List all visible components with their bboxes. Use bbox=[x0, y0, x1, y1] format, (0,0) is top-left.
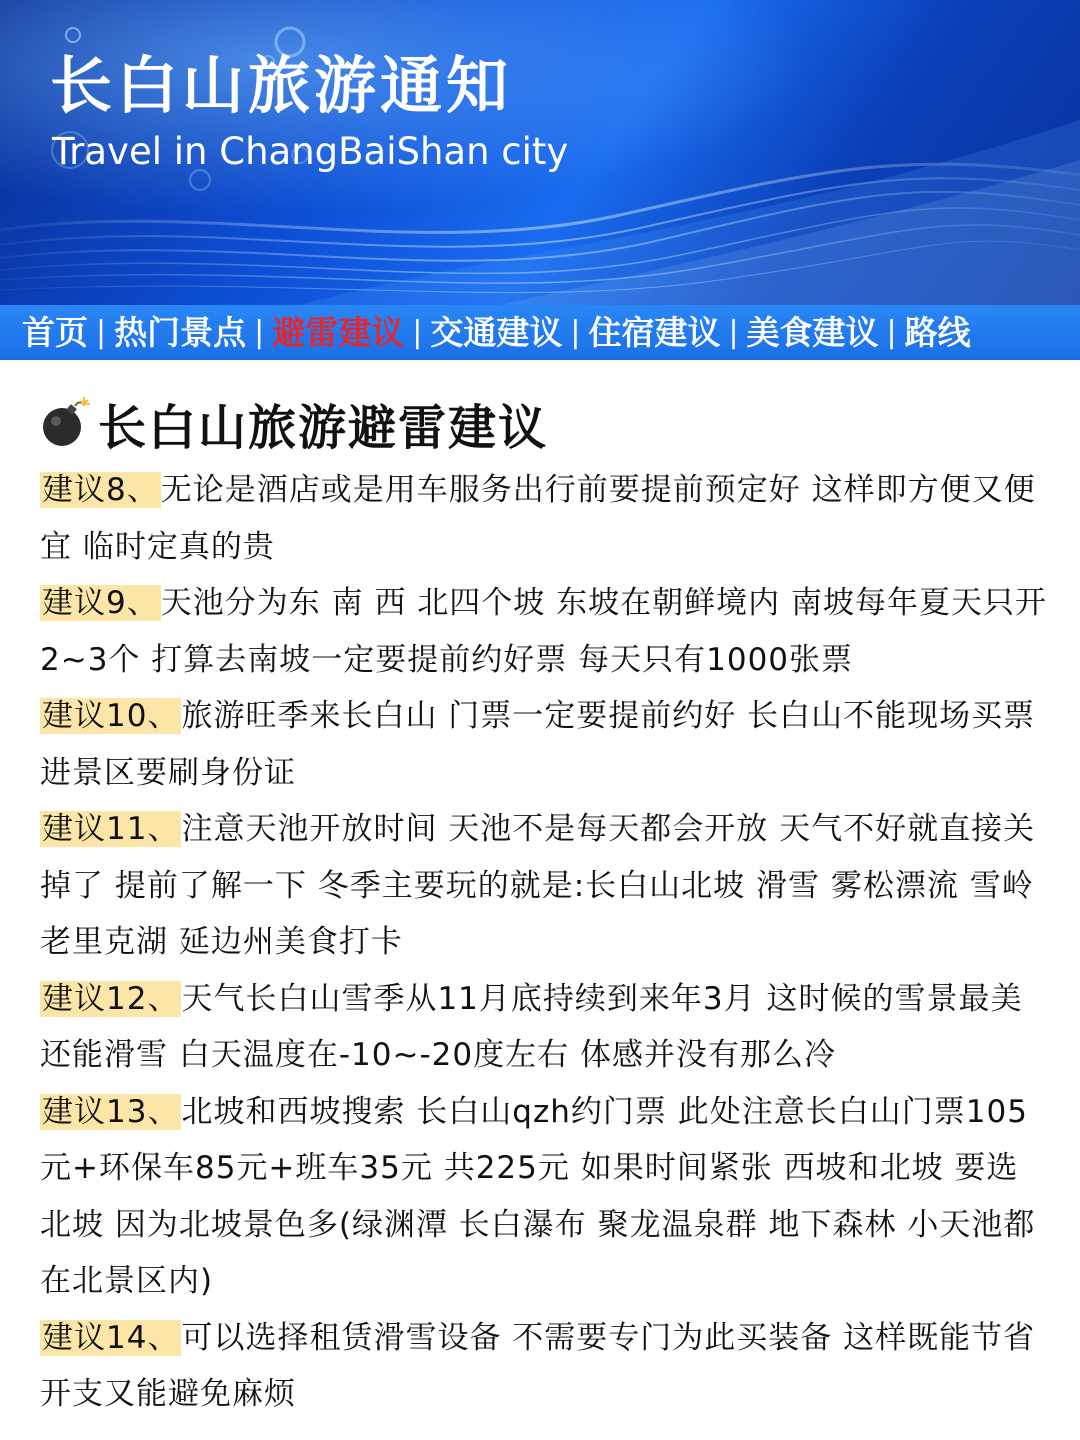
item-tag: 建议12、 bbox=[42, 980, 180, 1017]
nav-separator: | bbox=[96, 315, 107, 350]
nav-separator: | bbox=[254, 315, 265, 350]
item-tag: 建议9、 bbox=[42, 585, 159, 621]
list-item bbox=[40, 1084, 1050, 1310]
category-nav bbox=[0, 305, 1080, 360]
section-heading bbox=[40, 388, 548, 458]
item-text: 北坡和西坡搜索 长白山qzh约门票 此处注意长白山门票105元+环保车85元+班车35元 共225元 如果时间紧张 西坡和北坡 要选北坡 因为北坡景色多(绿渊潭 长白瀑布 聚龙温泉群 地下森林 小天池都在北景区内) bbox=[40, 1093, 1036, 1299]
item-text: 旅游旺季来长白山 门票一定要提前约好 长白山不能现场买票 进景区要刷身份证 bbox=[40, 698, 1036, 791]
item-text: 天气长白山雪季从11月底持续到来年3月 这时候的雪景最美还能滑雪 白天温度在-10~-20度左右 体感并没有那么冷 bbox=[40, 980, 1023, 1073]
bomb-icon bbox=[40, 397, 92, 449]
list-item bbox=[40, 971, 1050, 1084]
item-text: 天池分为东 南 西 北四个坡 东坡在朝鲜境内 南坡每年夏天只开2~3个 打算去南坡一定要提前约好票 每天只有1000张票 bbox=[40, 585, 1048, 678]
nav-item-lodging[interactable]: 住宿建议 bbox=[588, 313, 721, 352]
nav-item-food[interactable]: 美食建议 bbox=[746, 313, 879, 352]
item-text: 无论是酒店或是用车服务出行前要提前预定好 这样即方便又便宜 临时定真的贵 bbox=[40, 472, 1036, 565]
section-title: 长白山旅游避雷建议 bbox=[98, 399, 549, 456]
item-text: 可以选择租赁滑雪设备 不需要专门为此买装备 这样既能节省开支又能避免麻烦 bbox=[40, 1319, 1036, 1412]
banner-subtitle: Travel in ChangBaiShan city bbox=[52, 130, 569, 173]
advice-list bbox=[40, 462, 1050, 1423]
nav-item-attractions[interactable]: 热门景点 bbox=[114, 313, 247, 352]
item-tag: 建议14、 bbox=[42, 1319, 180, 1356]
nav-item-pitfalls[interactable]: 避雷建议 bbox=[272, 313, 405, 352]
nav-item-home[interactable]: 首页 bbox=[22, 313, 88, 352]
nav-separator: | bbox=[570, 315, 581, 350]
item-tag: 建议11、 bbox=[42, 811, 180, 847]
nav-item-route[interactable]: 路线 bbox=[904, 313, 971, 352]
item-tag: 建议8、 bbox=[42, 472, 159, 508]
list-item bbox=[40, 462, 1050, 575]
nav-separator: | bbox=[728, 315, 739, 350]
nav-item-transport[interactable]: 交通建议 bbox=[430, 313, 563, 352]
list-item bbox=[40, 1310, 1050, 1423]
item-text: 注意天池开放时间 天池不是每天都会开放 天气不好就直接关掉了 提前了解一下 冬季主要玩的就是:长白山北坡 滑雪 雾松漂流 雪岭 老里克湖 延边州美食打卡 bbox=[40, 811, 1036, 960]
list-item bbox=[40, 575, 1050, 688]
nav-separator: | bbox=[412, 315, 423, 350]
banner-title: 长白山旅游通知 bbox=[50, 49, 513, 122]
nav-separator: | bbox=[886, 315, 897, 350]
item-tag: 建议10、 bbox=[42, 698, 180, 734]
header-banner bbox=[0, 0, 1080, 305]
list-item bbox=[40, 688, 1050, 801]
list-item bbox=[40, 801, 1050, 971]
item-tag: 建议13、 bbox=[42, 1093, 180, 1130]
